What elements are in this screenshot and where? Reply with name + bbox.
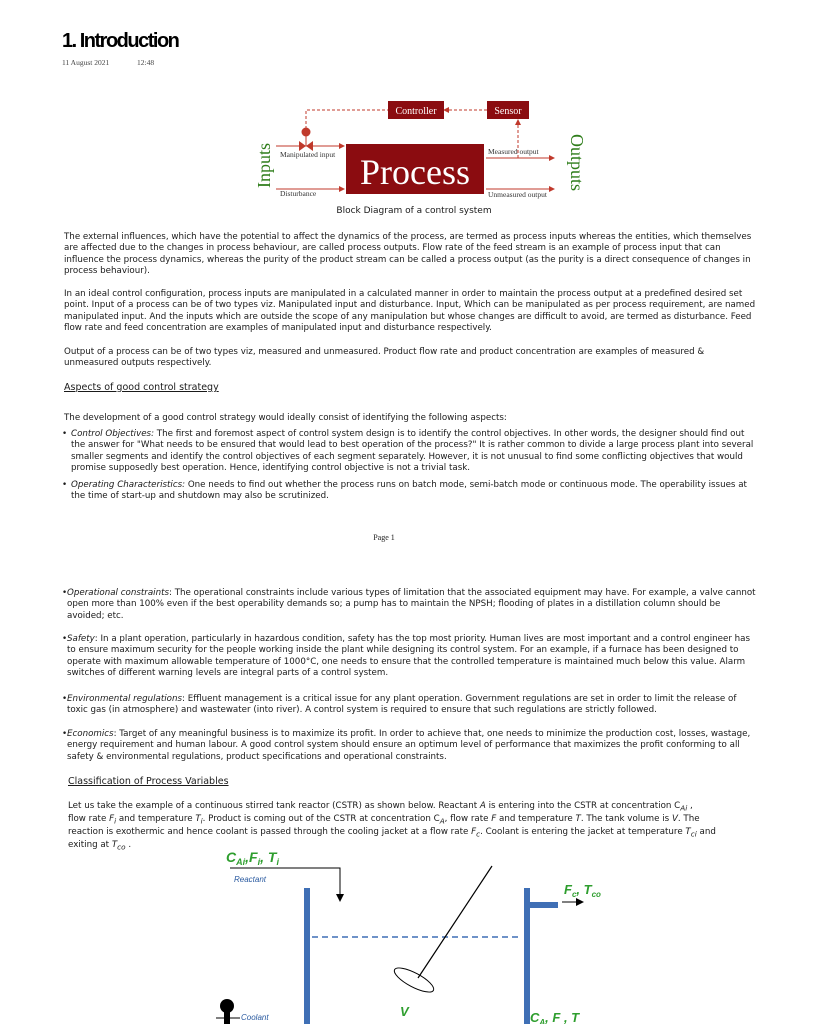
bullet-term: Environmental regulations: [67, 694, 183, 704]
bullet-economics: • Economics: Target of any meaningful business is to maximize its profit. In order to achieve that, one needs to minimize the production cost, losses, wastage, energy requirement and human labour. A good control system should ensure an optimum level of performance that maximizes the profit conforming to all safety & environmental regulations, product specifications and operational constraints.: [62, 729, 751, 762]
manipulated-input-label: Manipulated input: [280, 150, 336, 159]
bullet-text: One needs to find out whether the process runs on batch mode, semi-batch mode or continuous mode. The operability issues at the time of start-up and shutdown may also be scrutinized.: [71, 480, 747, 502]
measured-output-label: Measured output: [488, 147, 539, 156]
outputs-label: Outputs: [567, 134, 587, 192]
tank-right-wall: [524, 888, 530, 1024]
figure-caption: Block Diagram of a control system: [336, 206, 492, 216]
bullet-safety: • Safety: In a plant operation, particularly in hazardous condition, safety has the top most priority. Human lives are most important and a control engineer has to ensure maximum security for the people working inside the plant while designing its control system. For an example, if a furnace has been designed to operate with maximum allowable temperature of 1000°C, one needs to ensure that the controlled temperature is maintained much below this value. Alarm switches of different warning levels are integral parts of a control system.: [62, 634, 751, 679]
page-title: 1. Introduction: [62, 30, 179, 52]
cstr-paragraph: Let us take the example of a continuous stirred tank reactor (CSTR) as shown below. Reactant A is entering into the CSTR at concentration $C_{Ai}$ , flow rate $F_i$ and temperature $T_i$. Product is coming out of the CSTR at concentration $C_A$, flow rate F and temperature T. The tank volume is V. The reaction is exothermic and hence coolant is passed through the cooling jacket at a flow rate $F_c$. Coolant is entering the jacket at temperature $T_{ci}$ and exiting at $T_{co}$ .: [68, 801, 716, 853]
tank-left-wall: [304, 888, 310, 1024]
bullet-text: : Target of any meaningful business is to maximize its profit. In order to achieve that, one needs to minimize the production cost, losses, wastage, energy requirement and human labour. A good control system should ensure an optimum level of performance that maximizes the profit conforming to all safety & environmental regulations, product specifications and operational constraints.: [67, 729, 751, 762]
disturbance-label: Disturbance: [280, 189, 317, 198]
bullet-term: Operating Characteristics:: [71, 480, 186, 490]
reactant-label: Reactant: [234, 875, 267, 884]
bullet-control-objectives: • Control Objectives: The first and foremost aspect of control system design is to identify the control objectives. In other words, the designer should find out the answer for "What needs to be ensured that would lead to best operation of the process?" It is rather common to divide a large process plant into several smaller segments and identify the control objectives of each segment separately. However, it is not unusual to find some conflicting objectives that would promise supposedly best operation. Hence, identifying control objective is not a trivial task.: [62, 429, 754, 474]
bullet-environmental: • Environmental regulations: Effluent management is a critical issue for any plant operation. Government regulations are set in order to limit the release of toxic gas (in atmosphere) and wastewater (into river). A control system is required to ensure that such regulations are strictly followed.: [62, 694, 737, 716]
unmeasured-output-label: Unmeasured output: [488, 190, 547, 199]
time-stamp: 12:48: [137, 58, 155, 67]
bullet-term: Operational constraints: [67, 588, 170, 598]
loop-line-left: [306, 110, 388, 134]
inputs-label: Inputs: [254, 143, 274, 188]
heading-classification: Classification of Process Variables: [68, 776, 229, 787]
paragraph-2: In an ideal control configuration, process inputs are manipulated in a calculated manner in order to maintain the process output at a predefined desired set point. Input of a process can be of two types viz. Manipulated input and disturbance. Input, Which can be manipulated as per process requirement, are named manipulated input. And the inputs which are outside the scope of any manipulation but whose changes are difficult to avoid, are termed as disturbance. Feed flow rate and feed concentration are examples of manipulated input and disturbance respectively.: [64, 289, 756, 334]
volume-label: V: [400, 1004, 409, 1019]
date-stamp: 11 August 2021: [62, 58, 110, 67]
bullet-term: Economics: [67, 729, 114, 739]
controller-label: Controller: [395, 106, 437, 117]
bullet-text: The first and foremost aspect of control system design is to identify the control objectives. In other words, the designer should find out the answer for "What needs to be ensured that would lead to best operation of the process?" It is rather common to divide a large process plant into several smaller segments and identify the control objectives of each segment separately. However, it is not unusual to find some conflicting objectives that would promise supposedly best operation. Hence, identifying control objective is not a trivial task.: [71, 429, 754, 474]
coolant-label: Coolant: [241, 1013, 269, 1022]
product-label: $C_A$, F , T: [530, 1010, 580, 1024]
bullet-text: : The operational constraints include various types of limitation that the associated equipment may have. For example, a valve cannot open more than 100% even if the best operability demands so; a pump has to maintain the NPSH; flooding of plates in a distillation column should be avoided; etc.: [67, 588, 756, 621]
paragraph-1: The external influences, which have the potential to affect the dynamics of the process, are termed as process inputs whereas the entities, which themselves are affected due to the changes in process behaviour, are called process outputs. Flow rate of the feed stream is an example of process input that can influence the process dynamics, whereas the purity of the product stream can be called a process output (as the purity is a direct consequence of changes in process behaviour).: [64, 232, 752, 277]
cstr-diagram: [200, 840, 600, 1024]
coolant-outlet-pipe: [530, 902, 558, 908]
paragraph-4: The development of a good control strategy would ideally consist of identifying the following aspects:: [64, 413, 507, 423]
process-label: Process: [360, 152, 470, 192]
page-number: Page 1: [373, 533, 395, 542]
sensor-label: Sensor: [494, 106, 522, 117]
stirrer-shaft: [418, 866, 492, 978]
paragraph-3: Output of a process can be of two types viz, measured and unmeasured. Product flow rate and product concentration are examples of measured & unmeasured outputs respectively.: [64, 347, 705, 369]
valve-icon: [302, 128, 311, 137]
block-diagram: [250, 96, 587, 204]
stirrer-blade: [391, 963, 436, 996]
coolant-outlet-label: $F_c$, $T_{co}$: [564, 882, 601, 899]
coolant-valve-icon: [220, 999, 234, 1013]
bullet-term: Control Objectives:: [71, 429, 155, 439]
heading-aspects: Aspects of good control strategy: [64, 382, 219, 393]
bullet-term: Safety: [67, 634, 95, 644]
bullet-operating-characteristics: • Operating Characteristics: One needs to find out whether the process runs on batch mode, semi-batch mode or continuous mode. The operability issues at the time of start-up and shutdown may also be scrutinized.: [62, 480, 747, 502]
bullet-text: : In a plant operation, particularly in hazardous condition, safety has the top most priority. Human lives are most important and a control engineer has to ensure maximum security for the people working inside the plant while designing its control system. For an example, if a furnace has been designed to operate with maximum allowable temperature of 1000°C, one needs to ensure that the controlled temperature is maintained much below this value. Alarm switches of different warning levels are integral parts of a control system.: [67, 634, 751, 679]
bullet-operational-constraints: • Operational constraints: The operational constraints include various types of limitation that the associated equipment may have. For example, a valve cannot open more than 100% even if the best operability demands so; a pump has to maintain the NPSH; flooding of plates in a distillation column should be avoided; etc.: [62, 588, 756, 621]
bullet-text: : Effluent management is a critical issue for any plant operation. Government regulations are set in order to limit the release of toxic gas (in atmosphere) and wastewater (into river). A control system is required to ensure that such regulations are strictly followed.: [67, 694, 737, 716]
inlet-label: $C_{Ai},F_i$, $T_i$: [226, 849, 279, 867]
